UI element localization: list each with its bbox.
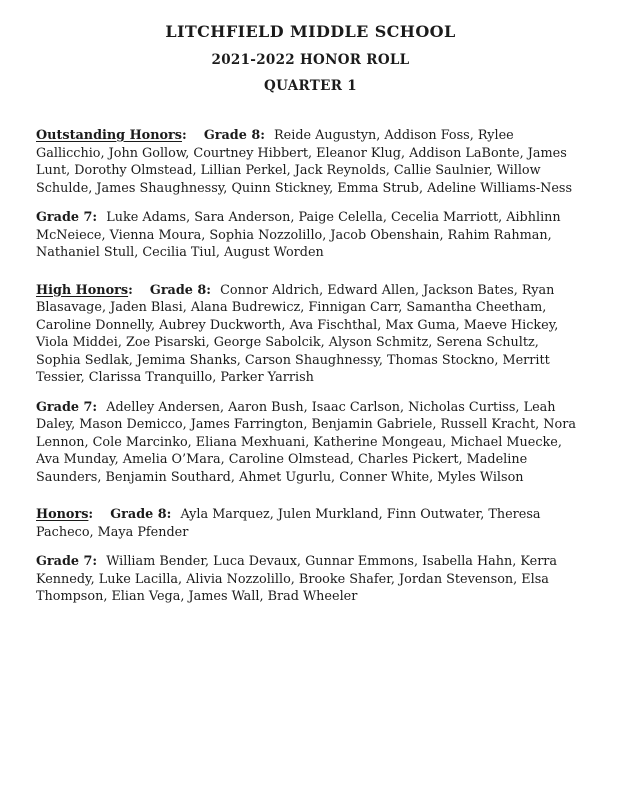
honor-roll-subtitle: 2021-2022 HONOR ROLL bbox=[211, 52, 410, 68]
document-header bbox=[36, 22, 585, 94]
grade-8-label: Grade 8: bbox=[149, 282, 212, 298]
honors-grade7-paragraph bbox=[36, 553, 585, 606]
high-honors-grade7-paragraph bbox=[36, 399, 585, 487]
section-honors bbox=[36, 506, 585, 606]
names-list: Ayla Marquez, Julen Murkland, Finn Outwater, Theresa Pacheco, Maya Pfender bbox=[36, 507, 541, 540]
section-title-colon: : bbox=[182, 128, 187, 143]
grade-7-label: Grade 7: bbox=[36, 210, 98, 225]
section-title: Honors bbox=[36, 507, 89, 522]
names-list: Connor Aldrich, Edward Allen, Jackson Bates, Ryan Blasavage, Jaden Blasi, Alana Budrewicz, Finnigan Carr, Samantha Cheetham, Caroline Donnelly, Aubrey Duckworth, Ava Fischthal, Max Guma, Maeve Hickey, Viola Middei, Zoe Pisarski, George Sabolcik, Alyson Schmitz, Serena Schultz, Sophia Sedlak, Jemima Shanks, Carson Shaughnessy, Thomas Stockno, Merritt Tessier, Clarissa Tranquillo, Parker Yarrish bbox=[36, 282, 559, 385]
grade-7-label: Grade 7: bbox=[36, 399, 98, 415]
names-list: Luke Adams, Sara Anderson, Paige Celella, Cecelia Marriott, Aibhlinn McNeiece, Vienna Moura, Sophia Nozzolillo, Jacob Obenshain, Rahim Rahman, Nathaniel Stull, Cecilia Tiul, August Worden bbox=[36, 210, 561, 260]
grade-7-label: Grade 7: bbox=[36, 554, 98, 569]
section-title-colon: : bbox=[88, 507, 94, 522]
outstanding-honors-grade7-paragraph bbox=[36, 209, 585, 262]
section-heading-high-honors bbox=[36, 283, 133, 298]
section-title: Outstanding Honors bbox=[36, 128, 183, 143]
section-heading-honors bbox=[36, 507, 93, 522]
names-list: Reide Augustyn, Addison Foss, Rylee Gallicchio, John Gollow, Courtney Hibbert, Eleanor Klug, Addison LaBonte, James Lunt, Dorothy Olmstead, Lillian Perkel, Jack Reynolds, Callie Saulnier, Willow Schulde, James Shaughnessy, Quinn Stickney, Emma Strub, Adeline Williams-Ness bbox=[36, 128, 573, 196]
section-heading-outstanding-honors bbox=[36, 128, 187, 143]
section-outstanding-honors bbox=[36, 127, 585, 262]
names-list: Adelley Andersen, Aaron Bush, Isaac Carlson, Nicholas Curtiss, Leah Daley, Mason Demicco, James Farrington, Benjamin Gabriele, Russell Kracht, Nora Lennon, Cole Marcinko, Eliana Mexhuani, Katherine Mongeau, Michael Muecke, Ava Munday, Amelia O’Mara, Caroline Olmstead, Charles Pickert, Madeline Saunders, Benjamin Southard, Ahmet Ugurlu, Conner White, Myles Wilson bbox=[36, 399, 576, 485]
page-title: LITCHFIELD MIDDLE SCHOOL bbox=[165, 22, 456, 41]
grade-8-label: Grade 8: bbox=[110, 507, 172, 522]
section-title-colon: : bbox=[128, 282, 133, 298]
grade-8-label: Grade 8: bbox=[203, 128, 265, 143]
honor-roll-body bbox=[36, 127, 585, 606]
names-list: William Bender, Luca Devaux, Gunnar Emmons, Isabella Hahn, Kerra Kennedy, Luke Lacilla, Alivia Nozzolillo, Brooke Shafer, Jordan Stevenson, Elsa Thompson, Elian Vega, James Wall, Brad Wheeler bbox=[36, 554, 558, 604]
outstanding-honors-grade8-paragraph bbox=[36, 127, 585, 197]
section-high-honors bbox=[36, 282, 585, 487]
quarter-heading: QUARTER 1 bbox=[264, 78, 357, 94]
honors-grade8-paragraph bbox=[36, 506, 585, 541]
high-honors-grade8-paragraph bbox=[36, 282, 585, 387]
section-title: High Honors bbox=[36, 282, 129, 298]
